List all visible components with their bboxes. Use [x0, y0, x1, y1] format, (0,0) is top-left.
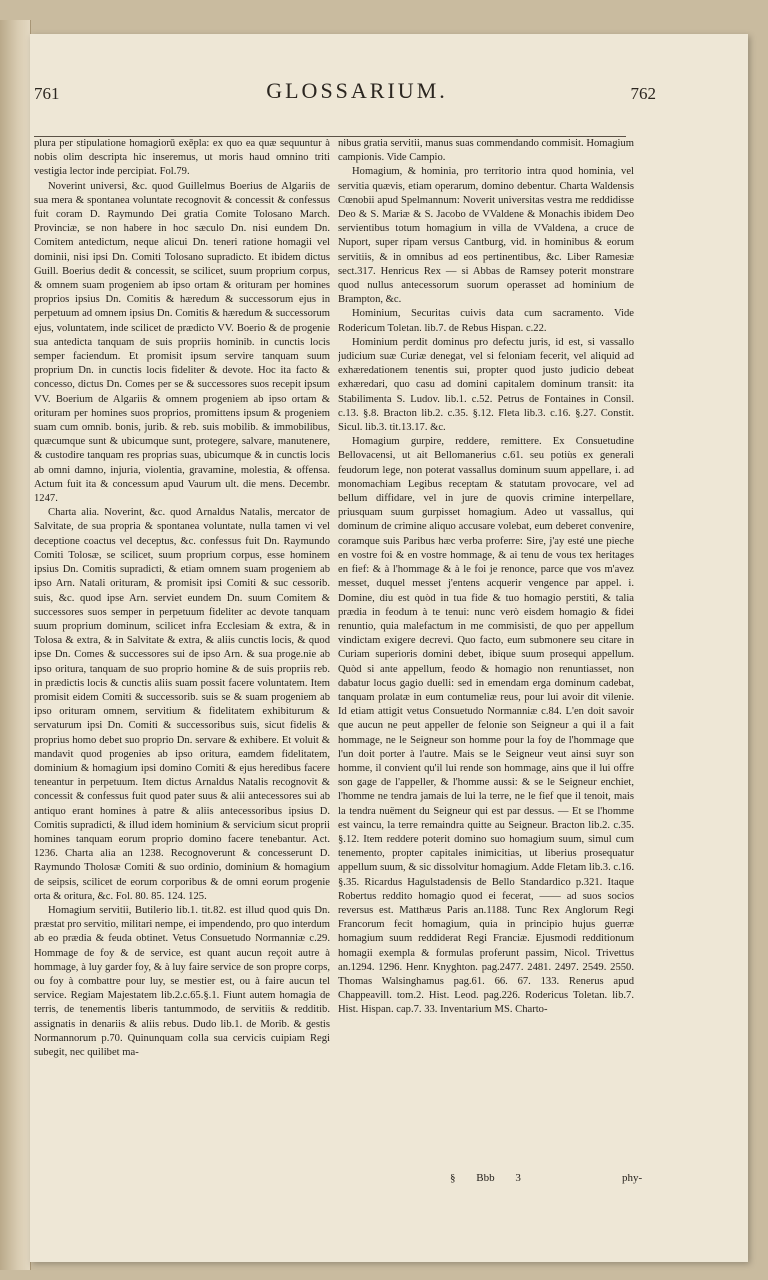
running-title: GLOSSARIUM.: [266, 78, 448, 103]
paragraph: Homagium, & hominia, pro territorio intra quod hominia, vel servitia quævis, etiam operarum, domino debentur. Charta Waldensis Cœnobii apud Spelmannum: Noverit universitas vestra me reddidisse Deo & S. Mariæ & S. Jacobo de VValdene & Monachis ibidem Deo servientibus totum homagium in villa de VValdena, a cruce de Nuport, super ripam versus Cantburg, vid. in hominibus & eorum servitiis, & in omnibus ad eos pertinentibus, &c. Liber Ramesiæ sect.317. Henricus Rex — si Abbas de Ramsey poterit monstrare quod nullus antecessorum suorum operasset ad hominium de Brampton, &c.: [338, 166, 634, 306]
paragraph: Homagium gurpire, reddere, remittere. Ex Consuetudine Bellovacensi, ut ait Bellomanerius c.61. seu potiùs ex generali feudorum lege, non poterat vassallus dominum suum appellare, i. ad monomachiam Legibus receptam & statutam provocare, vel ad bellum diffidare, vel in jure de quovis crimine interpellare, priusquam suum gurpisset homagium. Adeo ut vassallus, qui dominum de crimine aliquo accusare volebat, eum deberet convenire, coramque suis Paribus hæc verba proferre: Sire, j'ay esté une pieche en vostre foi & en vostre hommage, & ai tenu de vous tex heritages en fief: & à l'hommage & à le foi je renonce, parce que vos m'avez messet, duquel messet j'entens acquerir vengence par appel. i. Domine, diu est quòd in tua fide & tuo homagio perstiti, & talia prædia in feodum à te tenui: nunc verò eisdem homagio & fidei renuntio, quia malefactum in me commisisti, de quo per appellum vindictam exigere decrevi. Quo facto, eum submonere seu citare in Curiam superioris domini debet, ibique suum prosequi appellum. Quòd si ante appellum, feodo & homagio non renuntiasset, non dabatur locus gagio duelli: sed in emendam erga dominum cadebat, tanquam prolatæ in eum contumeliæ reus, pour lui avoir dit vilenie. Id etiam attigit vetus Consuetudo Normanniæ c.84. L'en doit savoir que aucun ne peut appeller de felonie son Seigneur a qui il a fait hommage, ne le Seigneur son homme pour la foy de l'hommage que l'un doit porter à l'autre. Mais se le Seigneur veut ainsi suyr son homme, il convient qu'il lui rende son hommage, ains que il lui offre son gage de l'appeller, & l'homme aussi: & se le Seigneur enchiet, l'homme ne tendra jamais de lui la terre, ne le fief que il tenoit, mais la tendra nuëment du Seigneur qui est par dessus. — Et se l'homme est vaincu, la terre remaindra quitte au Seigneur. Bracton lib.2. c.35. §.12. Item reddere poterit domino suo homagium suum, simul cum tenemento, propter capitales inimicitias, ut liberius prosequatur appellum suum, & sic dissolvitur homagium. Adde Fletam lib.3. c.16. §.35. Ricardus Hagulstadensis de Bello Standardico p.321. Itaque Robertus reddito homagio quod ei fecerat, —— ad suos socios reversus est. Matthæus Paris an.1188. Tunc Rex Anglorum Regi Francorum fecit homagium, quia in principio hujus guerræ homagium suum reddiderat Regi Franciæ. Ejusmodi redditionum homagii exempla & formulas proferunt passim, Nicol. Trivettus an.1294. 1296. Henr. Knyghton. pag.2477. 2481. 2497. 2549. 2550. Thomas Walsinghamus pag.61. 66. 67. 133. Renerus apud Chappeavill. tom.2. Hist. Leod. pag.226. Rodericus Toletan. lib.7. Hist. Hispan. cap.7. 33. Inventarium MS. Charto-: [338, 436, 634, 1016]
page-header: [30, 78, 748, 104]
paragraph: Hominium perdit dominus pro defectu juris, id est, si vassallo judicium suæ Curiæ denegat, vel si feloniam fecerit, vel aliquid ad exhæredationem tenentis sui, propter quod justo judicio debeat exhæredari, quo casu ad domini capitalem dominum transit: ita Stabilimenta S. Ludov. lib.1. c.52. Petrus de Fontaines in Consil. c.13. §.8. Bracton lib.2. c.35. §.12. Fleta lib.3. c.16. §.27. Constit. Sicul. lib.3. tit.13.17. &c.: [338, 336, 634, 434]
paragraph: Noverint universi, &c. quod Guillelmus Boerius de Algariis de sua mera & spontanea voluntate recognovit & concessit & confessus fuit coram D. Raymundo Dei gratia Comite Tolosano March. Provinciæ, se non habere in hoc sæculo Dn. nisi eundem Dn. Comitem antedictum, neque alicui Dn. teneri ratione homagii vel dominii, nisi ipsi Dn. Comiti Tolosano supradicto. Et ibidem dictus Guill. Boerius dedit & concessit, se scilicet, suum proprium corpus, & omnem suam progeniem ab ipso ortam & orituram per homines proprios ipsius Dn. Comitis & hæredum & successorum ejus in perpetuum ad omnem ipsius Dn. Comitis & hæredum & successorum ejus, voluntatem, inde scilicet de prædicto VV. Boerio & de progenie sua antedicta tanquam de suis propriis hominib. in cunctis locis semper faciendum. Et promisit ipsum servire tanquam suum proprium Dn. in cunctis locis fideliter & devote. Hoc ita facto & concesso, dictus Dn. Comes per se & successores suos recepit ipsum VV. Boerium de Algariis & omnem progeniem ab ipso ortam & orituram per homines suos proprios, promittens ipsum & progeniem suam cum omnib. bonis, jurib. & reb. suis mobilib. & immobilibus, quæcumque sunt & ubicumque sunt, protegere, salvare, manutenere, & custodire tanquam res proprias suas, ubicumque & in cunctis locis ab omni damno, injuria, violentia, gravamine, molestia, & offensa. Actum fuit ita & concessum apud Vaurum ult. die mens. Decembr. 1247.: [34, 180, 330, 505]
signature-mark: Bbb: [476, 1172, 495, 1184]
right-column: [338, 137, 634, 1187]
page-footer: [450, 1172, 650, 1184]
page: [30, 34, 748, 1262]
page-number-right: 762: [630, 84, 656, 103]
signature-number: 3: [515, 1172, 521, 1184]
page-number-left: 761: [34, 84, 60, 103]
footer-mark: §: [450, 1172, 456, 1184]
previous-page-edge: [0, 20, 31, 1270]
paragraph: Hominium, Securitas cuivis data cum sacramento. Vide Rodericum Toletan. lib.7. de Rebus Hispan. c.22.: [338, 308, 634, 334]
paragraph: plura per stipulatione homagiorū exēpla: ex quo ea quæ sequuntur à nobis olim descripta hic inseremus, ut moris haud omnino triti vestigia lector inde percipiat. Fol.79.: [34, 138, 330, 178]
left-column: [34, 137, 330, 1187]
catchword: phy-: [622, 1172, 643, 1184]
paragraph: Homagium servitii, Butilerio lib.1. tit.82. est illud quod quis Dn. præstat pro servitio, militari nempe, ei impendendo, pro quo interdum ab eo prædia & feuda obtinet. Vetus Consuetudo Normanniæ c.29. Hommage de foy & de service, est quant aucun reçoit autre à hommage, à luy garder foy, & à luy faire service de son propre corps, ou foy à combattre pour luy, se mestier est, ou à faire aucun tel service. Regiam Majestatem lib.2.c.65.§.1. Fiunt autem homagia de terris, de tenementis liberis tantummodo, de servitiis & redditib. assignatis in denariis & aliis rebus. Dudo lib.1. de Morib. & gestis Normannorum p.70. Quinunquam colla sua cervicis cuipiam Regi subegit, nec quilibet ma-: [34, 904, 330, 1058]
paragraph: Charta alia. Noverint, &c. quod Arnaldus Natalis, mercator de Salvitate, de sua propria & spontanea voluntate, nulla tamen vi vel deceptione coactus vel deceptus, &c. confessus fuit Dn. Raymundo Comiti Tolosæ, se scilicet, suum proprium corpus, esse hominem ipsius Dn. Comitis supradicti, & etiam omnem suam progeniem ab ipso Arn. Natali orituram, & promisit ipsi Comiti & suc cessorib. suis, &c. quod ipse Arn. serviet eundem Dn. suum Comitem & successores suos semper in perpetuum fideliter ac devote tanquam suum proprium dominum, scilicet infra Ecclesiam & extra, & in Tolosa & extra, & in Salvitate & extra, & aliis cunctis locis, & quod ipse Dn. Comes & successores sui de ipso Arn. & sua proge.nie ab ipso oritura, tanquam de suo proprio homine & de suis propriis reb. in prædictis locis & cunctis aliis suam possit facere voluntatem. Item promisit eidem Comiti & successorib. suis se & suam progeniem ab ipso orituram omnem, servitium & fidelitatem exhibiturum & servaturum ipsi Dn. Comiti & successoribus suis, sicut fidelis & proprius homo debet suo proprio Dn. servare & exhibere. Et voluit & mandavit quod progenies ab ipso oritura, eamdem fidelitatem, dominium & homagium ipsi domino Comiti & ejus heredibus facere teneantur in perpetuum. Item dictus Arnaldus Natalis recognovit & concessit & confessus fuit quod pater suus & alii antecessores sui ab antiquo erant homines à patre & aliis antecessoribus ipsius D. Comitis supradicti, & illud idem hominium & servicium sicut proprii homines tanquam eorum proprio domino facere tenebantur. Act. 1236. Charta alia an 1238. Recognoverunt & concesserunt D. Raymundo Tholosæ Comiti & suo ordinio, dominium & homagium de seipsis, scilicet de eorum corporibus & de omni eorum progenie orta & oritura, &c. Fol. 80. 85. 124. 125.: [34, 507, 330, 902]
paragraph: nibus gratia servitii, manus suas commendando commisit. Homagium campionis. Vide Campio.: [338, 138, 634, 164]
